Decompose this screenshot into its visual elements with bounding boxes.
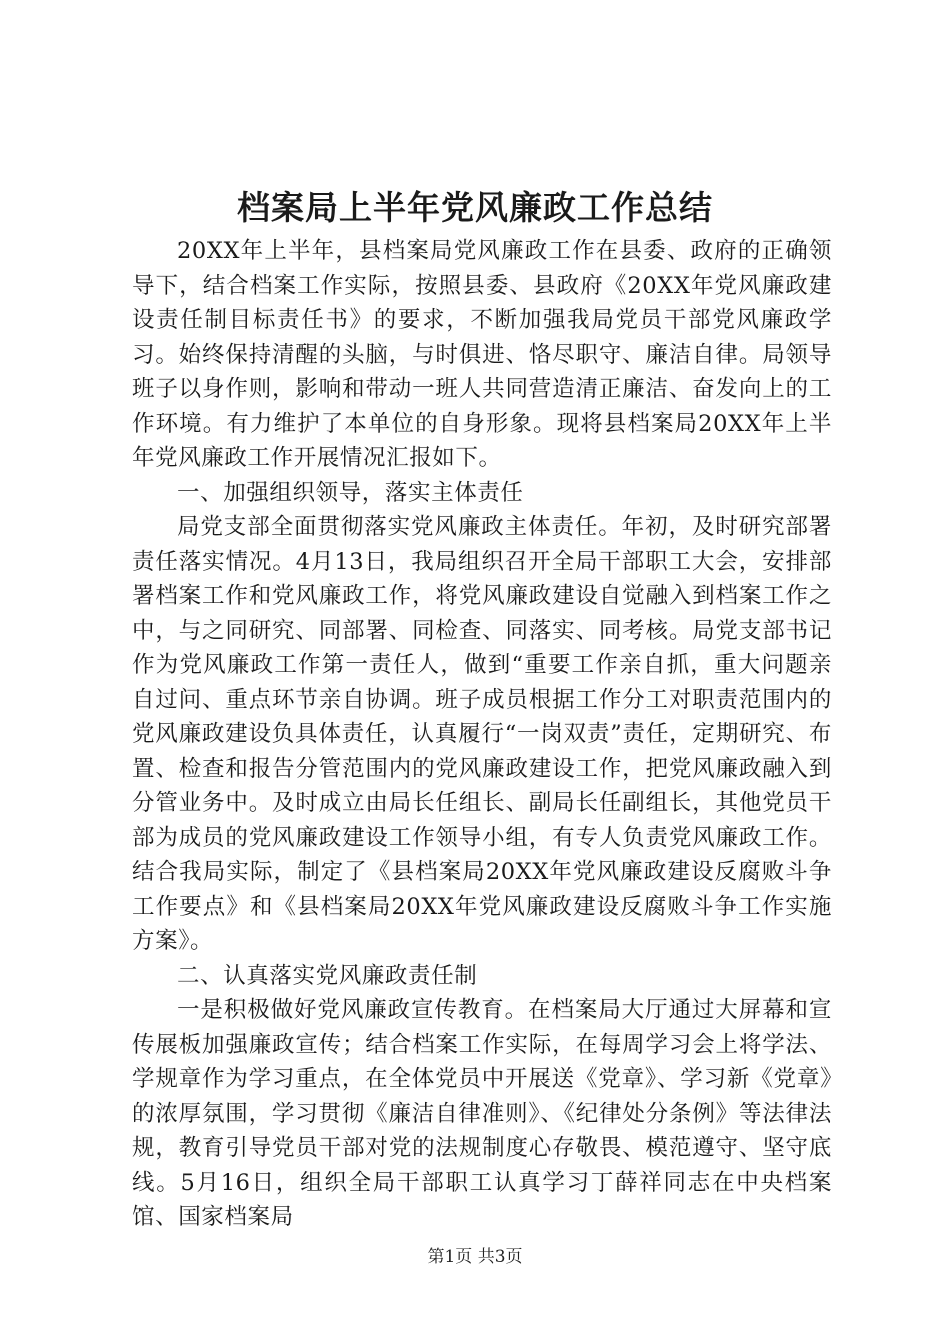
section-heading-2: 二、认真落实党风廉政责任制: [177, 962, 478, 989]
page-number-footer: 第1页 共3页: [427, 1247, 523, 1267]
document-body: [132, 234, 832, 1235]
intro-paragraph: 20XX年上半年，县档案局党风廉政工作在县委、政府的正确领导下，结合档案工作实际，按照县委、县政府《20XX年党风廉政建设责任制目标责任书》的要求，不断加强我局党员干部党风廉政学习。始终保持清醒的头脑，与时俱进、恪尽职守、廉洁自律。局领导班子以身作则，影响和带动一班人共同营造清正廉洁、奋发向上的工作环境。有力维护了本单位的自身形象。现将县档案局20XX年上半年党风廉政工作开展情况汇报如下。: [132, 238, 832, 471]
section-2-paragraph: 一是积极做好党风廉政宣传教育。在档案局大厅通过大屏幕和宣传展板加强廉政宣传；结合档案工作实际，在每周学习会上将学法、学规章作为学习重点，在全体党员中开展送《党章》、学习新《党章》的浓厚氛围，学习贯彻《廉洁自律准则》、《纪律处分条例》等法律法规，教育引导党员干部对党的法规制度心存敬畏、模范遵守、坚守底线。5月16日，组织全局干部职工认真学习丁薛祥同志在中央档案馆、国家档案局: [132, 997, 832, 1230]
document-title: 档案局上半年党风廉政工作总结: [237, 188, 713, 227]
section-heading-1: 一、加强组织领导，落实主体责任: [177, 479, 524, 506]
section-1-paragraph: 局党支部全面贯彻落实党风廉政主体责任。年初，及时研究部署责任落实情况。4月13日，我局组织召开全局干部职工大会，安排部署档案工作和党风廉政工作，将党风廉政建设自觉融入到档案工作之中，与之同研究、同部署、同检查、同落实、同考核。局党支部书记作为党风廉政工作第一责任人，做到“重要工作亲自抓，重大问题亲自过问、重点环节亲自协调。班子成员根据工作分工对职责范围内的党风廉政建设负具体责任，认真履行“一岗双责”责任，定期研究、布置、检查和报告分管范围内的党风廉政建设工作，把党风廉政融入到分管业务中。及时成立由局长任组长、副局长任副组长，其他党员干部为成员的党风廉政建设工作领导小组，有专人负责党风廉政工作。结合我局实际，制定了《县档案局20XX年党风廉政建设反腐败斗争工作要点》和《县档案局20XX年党风廉政建设反腐败斗争工作实施方案》。: [132, 514, 832, 954]
